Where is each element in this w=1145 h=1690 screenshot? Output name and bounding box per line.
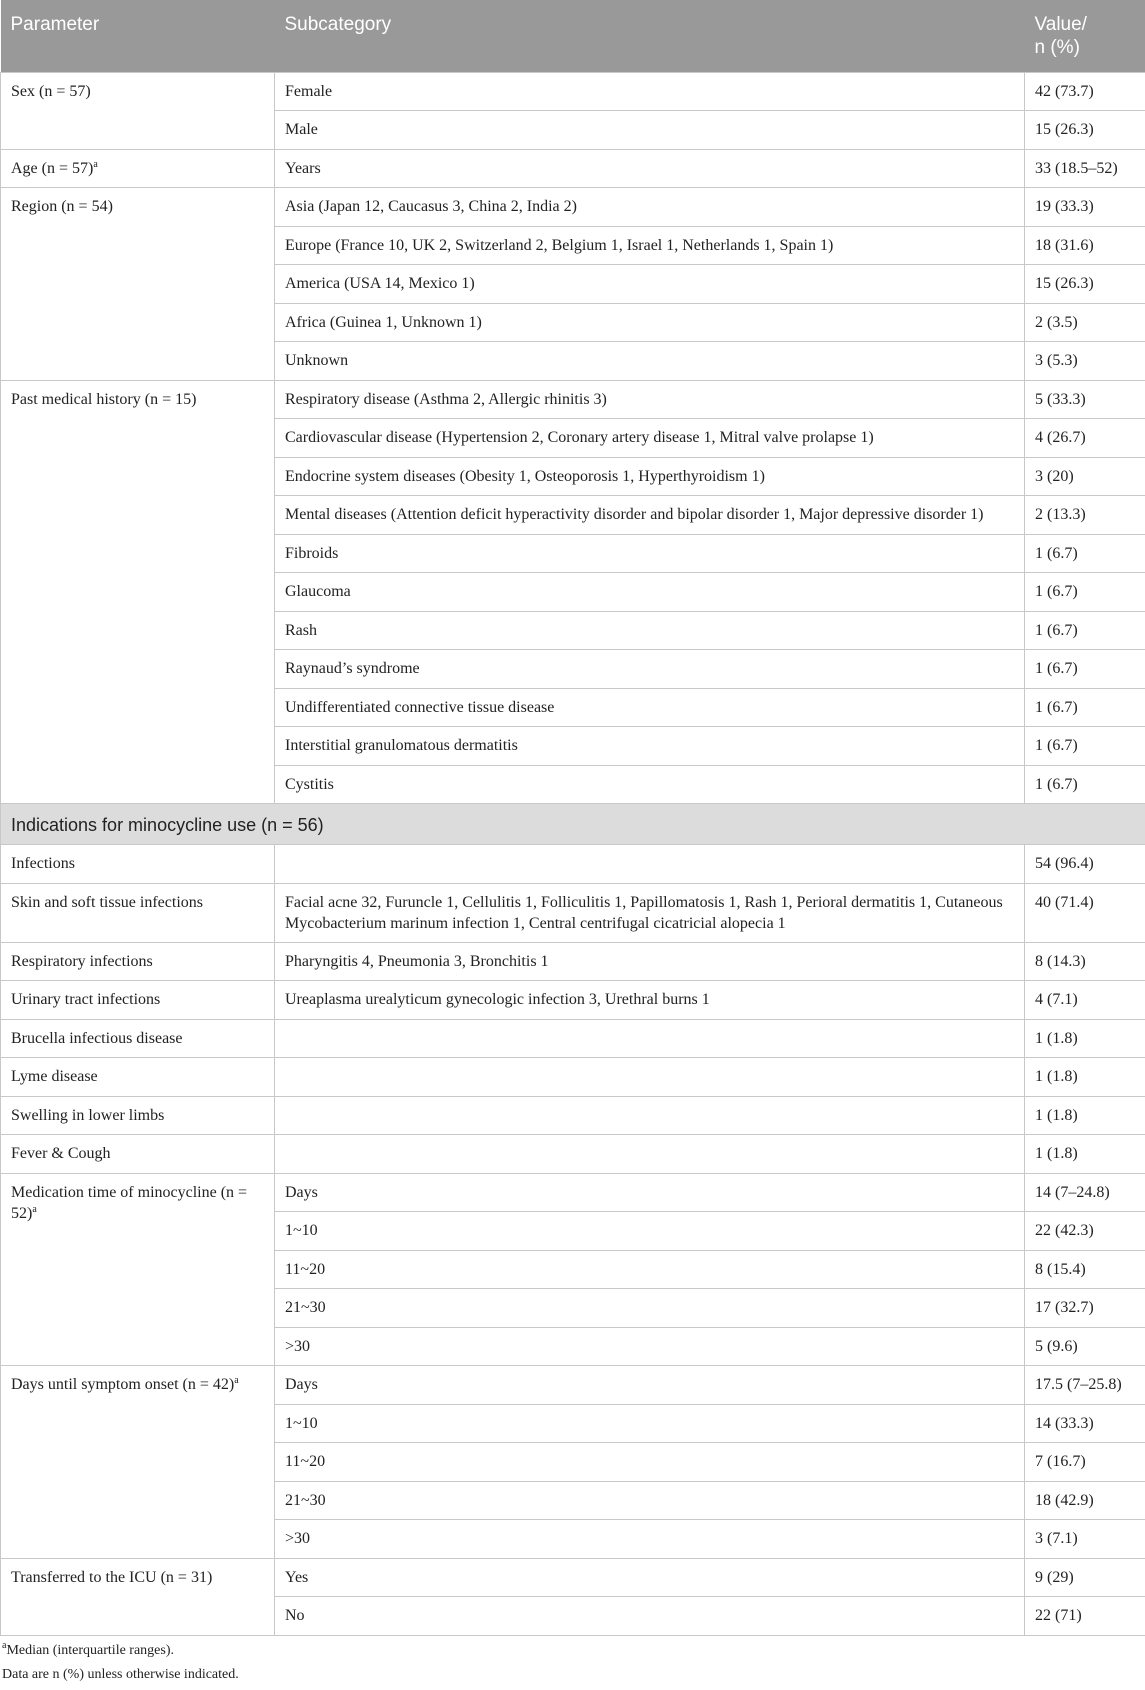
sub-cell: Glaucoma <box>275 573 1025 612</box>
value-cell: 14 (33.3) <box>1025 1404 1145 1443</box>
value-cell: 42 (73.7) <box>1025 72 1145 111</box>
footnote-2: Data are n (%) unless otherwise indicated. <box>2 1666 1145 1684</box>
value-cell: 3 (20) <box>1025 457 1145 496</box>
value-cell: 1 (6.7) <box>1025 650 1145 689</box>
param-cell: Infections <box>1 845 275 884</box>
value-cell: 7 (16.7) <box>1025 1443 1145 1482</box>
sub-cell: No <box>275 1597 1025 1636</box>
sub-cell: 11~20 <box>275 1250 1025 1289</box>
table-row <box>1 942 1145 981</box>
sub-cell <box>275 1019 1025 1058</box>
sub-cell: 11~20 <box>275 1443 1025 1482</box>
param-label: Age (n = 57) <box>11 160 93 177</box>
sub-cell: Pharyngitis 4, Pneumonia 3, Bronchitis 1 <box>275 942 1025 981</box>
table-row <box>1 883 1145 942</box>
value-cell: 1 (1.8) <box>1025 1096 1145 1135</box>
sub-cell: 21~30 <box>275 1481 1025 1520</box>
header-row <box>1 0 1145 72</box>
value-cell: 33 (18.5–52) <box>1025 149 1145 188</box>
sub-cell: Interstitial granulomatous dermatitis <box>275 727 1025 766</box>
value-cell: 54 (96.4) <box>1025 845 1145 884</box>
sub-cell: >30 <box>275 1327 1025 1366</box>
sub-cell: Respiratory disease (Asthma 2, Allergic rhinitis 3) <box>275 380 1025 419</box>
value-cell: 2 (3.5) <box>1025 303 1145 342</box>
sub-cell: Yes <box>275 1558 1025 1597</box>
value-cell: 1 (6.7) <box>1025 727 1145 766</box>
value-cell: 5 (33.3) <box>1025 380 1145 419</box>
table-row <box>1 149 1145 188</box>
section-header-row <box>1 804 1145 845</box>
sub-cell: >30 <box>275 1520 1025 1559</box>
sub-cell: Undifferentiated connective tissue disease <box>275 688 1025 727</box>
header-value <box>1025 0 1145 72</box>
sub-cell: Mental diseases (Attention deficit hyperactivity disorder and bipolar disorder 1, Major depressive disorder 1) <box>275 496 1025 535</box>
table-row <box>1 1096 1145 1135</box>
sub-cell: Days <box>275 1366 1025 1405</box>
header-subcategory: Subcategory <box>275 0 1025 72</box>
param-cell: Respiratory infections <box>1 942 275 981</box>
value-cell: 17.5 (7–25.8) <box>1025 1366 1145 1405</box>
table-row <box>1 380 1145 419</box>
value-cell: 19 (33.3) <box>1025 188 1145 227</box>
value-cell: 4 (26.7) <box>1025 419 1145 458</box>
value-cell: 1 (1.8) <box>1025 1135 1145 1174</box>
table-row <box>1 188 1145 227</box>
value-cell: 2 (13.3) <box>1025 496 1145 535</box>
param-cell: Sex (n = 57) <box>1 72 275 149</box>
table-row <box>1 981 1145 1020</box>
table-row <box>1 1173 1145 1212</box>
table-row <box>1 72 1145 111</box>
param-cell: Brucella infectious disease <box>1 1019 275 1058</box>
sub-cell: 21~30 <box>275 1289 1025 1328</box>
sub-cell: Europe (France 10, UK 2, Switzerland 2, Belgium 1, Israel 1, Netherlands 1, Spain 1) <box>275 226 1025 265</box>
value-cell: 1 (6.7) <box>1025 534 1145 573</box>
table-row <box>1 1366 1145 1405</box>
table-row <box>1 1058 1145 1097</box>
param-cell: Urinary tract infections <box>1 981 275 1020</box>
value-cell: 1 (6.7) <box>1025 573 1145 612</box>
value-cell: 17 (32.7) <box>1025 1289 1145 1328</box>
footnote-marker: a <box>234 1375 238 1386</box>
footnote-marker: a <box>93 159 97 170</box>
value-cell: 14 (7–24.8) <box>1025 1173 1145 1212</box>
table-row <box>1 1135 1145 1174</box>
sub-cell: Raynaud’s syndrome <box>275 650 1025 689</box>
value-cell: 5 (9.6) <box>1025 1327 1145 1366</box>
sub-cell: Africa (Guinea 1, Unknown 1) <box>275 303 1025 342</box>
sub-cell: Asia (Japan 12, Caucasus 3, China 2, India 2) <box>275 188 1025 227</box>
value-cell: 8 (14.3) <box>1025 942 1145 981</box>
value-cell: 4 (7.1) <box>1025 981 1145 1020</box>
value-cell: 15 (26.3) <box>1025 265 1145 304</box>
param-cell <box>1 1366 275 1559</box>
table-row <box>1 845 1145 884</box>
sub-cell: 1~10 <box>275 1212 1025 1251</box>
footnote-text: Median (interquartile ranges). <box>6 1643 174 1658</box>
sub-cell: Years <box>275 149 1025 188</box>
sub-cell: Rash <box>275 611 1025 650</box>
param-cell: Past medical history (n = 15) <box>1 380 275 804</box>
param-cell <box>1 149 275 188</box>
value-cell: 9 (29) <box>1025 1558 1145 1597</box>
sub-cell: Fibroids <box>275 534 1025 573</box>
sub-cell: Unknown <box>275 342 1025 381</box>
param-cell: Transferred to the ICU (n = 31) <box>1 1558 275 1635</box>
header-parameter: Parameter <box>1 0 275 72</box>
param-cell: Skin and soft tissue infections <box>1 883 275 942</box>
value-cell: 18 (42.9) <box>1025 1481 1145 1520</box>
value-cell: 1 (6.7) <box>1025 765 1145 804</box>
footnote-1 <box>2 1642 1145 1660</box>
param-cell: Fever & Cough <box>1 1135 275 1174</box>
sub-cell <box>275 1058 1025 1097</box>
param-cell: Region (n = 54) <box>1 188 275 381</box>
sub-cell: Days <box>275 1173 1025 1212</box>
value-cell: 22 (42.3) <box>1025 1212 1145 1251</box>
param-label: Days until symptom onset (n = 42) <box>11 1376 234 1393</box>
sub-cell: 1~10 <box>275 1404 1025 1443</box>
sub-cell: Male <box>275 111 1025 150</box>
param-label: Medication time of minocycline (n = 52) <box>11 1184 247 1222</box>
value-cell: 1 (6.7) <box>1025 688 1145 727</box>
value-cell: 18 (31.6) <box>1025 226 1145 265</box>
sub-cell: Female <box>275 72 1025 111</box>
sub-cell: Cystitis <box>275 765 1025 804</box>
value-cell: 1 (1.8) <box>1025 1019 1145 1058</box>
sub-cell: Ureaplasma urealyticum gynecologic infection 3, Urethral burns 1 <box>275 981 1025 1020</box>
header-value-line1: Value/ <box>1035 14 1087 35</box>
value-cell: 8 (15.4) <box>1025 1250 1145 1289</box>
value-cell: 3 (5.3) <box>1025 342 1145 381</box>
sub-cell: America (USA 14, Mexico 1) <box>275 265 1025 304</box>
value-cell: 1 (6.7) <box>1025 611 1145 650</box>
table-row <box>1 1019 1145 1058</box>
value-cell: 1 (1.8) <box>1025 1058 1145 1097</box>
value-cell: 22 (71) <box>1025 1597 1145 1636</box>
param-cell: Lyme disease <box>1 1058 275 1097</box>
value-cell: 40 (71.4) <box>1025 883 1145 942</box>
param-cell <box>1 1173 275 1366</box>
sub-cell: Facial acne 32, Furuncle 1, Cellulitis 1, Folliculitis 1, Papillomatosis 1, Rash 1, Perioral dermatitis 1, Cutaneous Mycobacterium marinum infection 1, Central centrifugal cicatricial alopecia 1 <box>275 883 1025 942</box>
value-cell: 3 (7.1) <box>1025 1520 1145 1559</box>
footnote-marker: a <box>32 1204 36 1215</box>
sub-cell <box>275 1096 1025 1135</box>
header-value-line2: n (%) <box>1035 37 1080 58</box>
sub-cell: Endocrine system diseases (Obesity 1, Osteoporosis 1, Hyperthyroidism 1) <box>275 457 1025 496</box>
sub-cell <box>275 845 1025 884</box>
footnote-marker: a <box>2 1640 6 1651</box>
param-cell: Swelling in lower limbs <box>1 1096 275 1135</box>
sub-cell: Cardiovascular disease (Hypertension 2, Coronary artery disease 1, Mitral valve prolapse 1) <box>275 419 1025 458</box>
table-row <box>1 1558 1145 1597</box>
sub-cell <box>275 1135 1025 1174</box>
value-cell: 15 (26.3) <box>1025 111 1145 150</box>
section-title: Indications for minocycline use (n = 56) <box>1 804 1145 845</box>
table-footnotes <box>0 1642 1145 1684</box>
